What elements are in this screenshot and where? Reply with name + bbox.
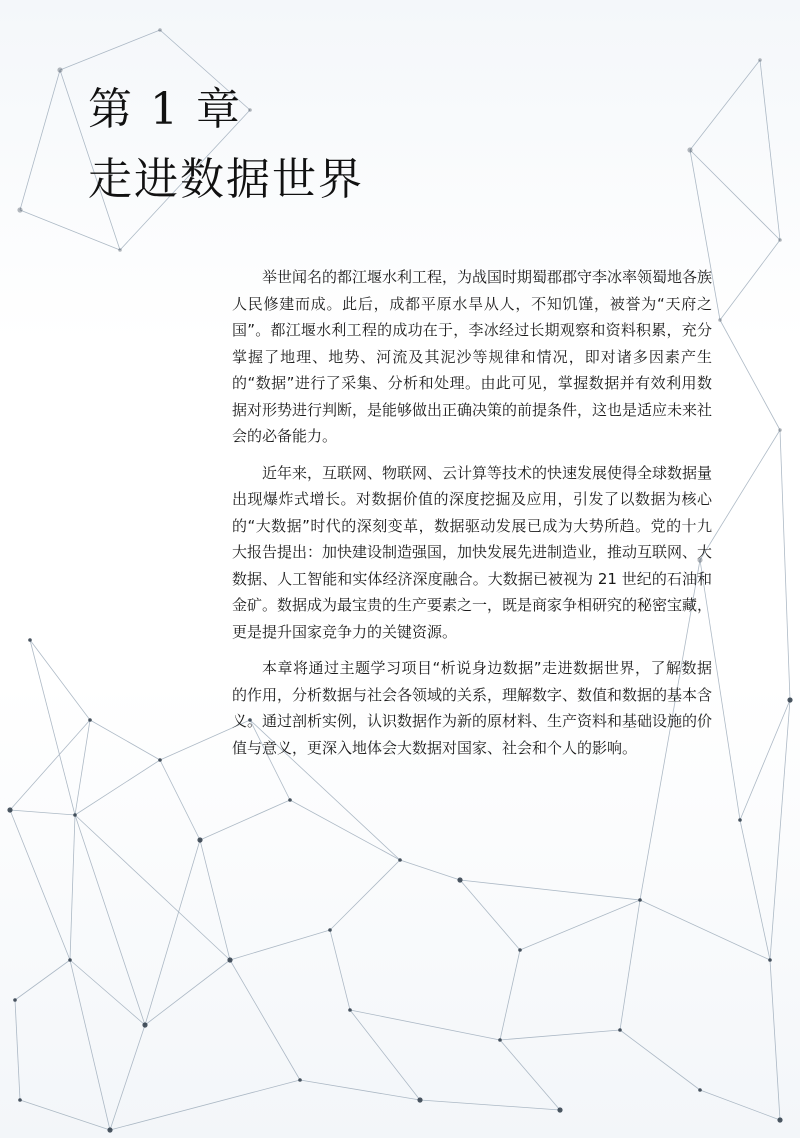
network-line xyxy=(350,1010,420,1100)
network-line xyxy=(640,900,770,960)
network-line xyxy=(75,815,145,1025)
chapter-intro xyxy=(232,264,712,771)
network-node xyxy=(557,1107,562,1112)
network-node xyxy=(7,807,12,812)
network-node xyxy=(18,1098,22,1102)
network-node xyxy=(738,818,742,822)
network-line xyxy=(75,760,160,815)
network-node xyxy=(777,1117,782,1122)
network-node xyxy=(328,928,332,932)
network-line xyxy=(770,960,780,1120)
network-node xyxy=(698,1088,702,1092)
network-node xyxy=(88,718,92,722)
network-line xyxy=(20,210,120,250)
network-line xyxy=(720,320,780,430)
network-node xyxy=(17,207,22,212)
network-line xyxy=(500,950,520,1040)
network-node xyxy=(398,858,402,862)
network-node xyxy=(57,67,62,72)
network-line xyxy=(145,840,200,1025)
network-line xyxy=(300,1080,420,1100)
network-node xyxy=(638,898,642,902)
paragraph-1: 举世闻名的都江堰水利工程，为战国时期蜀郡郡守李冰率领蜀地各族人民修建而成。此后，成都平原水旱从人，不知饥馑，被誉为“天府之国”。都江堰水利工程的成功在于，李冰经过长期观察和资料积累，充分掌握了地理、地势、河流及其泥沙等规律和情况，即对诸多因素产生的“数据”进行了采集、分析和处理。由此可见，掌握数据并有效利用数据对形势进行判断，是能够做出正确决策的前提条件，这也是适应未来社会的必备能力。 xyxy=(232,268,713,445)
network-node xyxy=(778,428,782,432)
network-line xyxy=(720,240,780,320)
network-line xyxy=(460,880,640,900)
chapter-title: 走进数据世界 xyxy=(88,154,364,205)
network-line xyxy=(500,1030,620,1040)
network-node xyxy=(158,28,162,32)
network-line xyxy=(230,960,300,1080)
network-line xyxy=(780,430,790,700)
network-line xyxy=(20,70,60,210)
network-line xyxy=(330,930,350,1010)
network-line xyxy=(200,800,290,840)
network-line xyxy=(145,960,230,1025)
network-line xyxy=(330,860,400,930)
network-node xyxy=(768,958,772,962)
network-node xyxy=(73,813,77,817)
network-line xyxy=(160,760,200,840)
network-line xyxy=(760,60,780,240)
network-node xyxy=(118,248,122,252)
network-node xyxy=(618,1028,622,1032)
network-node xyxy=(107,1127,112,1132)
network-line xyxy=(200,840,230,960)
network-node xyxy=(348,1008,352,1012)
network-line xyxy=(10,810,75,815)
network-node xyxy=(197,837,202,842)
paragraph-2: 近年来，互联网、物联网、云计算等技术的快速发展使得全球数据量出现爆炸式增长。对数据价值的深度挖掘及应用，引发了以数据为核心的“大数据”时代的深刻变革，数据驱动发展已成为大势所趋。党的十九大报告提出：加快建设制造强国，加快发展先进制造业，推动互联网、大数据、人工智能和实体经济深度融合。大数据已被视为 21 世纪的石油和金矿。数据成为最宝贵的生产要素之一，既是商家争相研究的秘密宝藏，更是提升国家竞争力的关键资源。 xyxy=(232,463,713,641)
network-node xyxy=(298,1078,302,1082)
network-node xyxy=(28,638,32,642)
network-line xyxy=(400,860,460,880)
network-line xyxy=(740,820,770,960)
network-node xyxy=(227,957,232,962)
network-line xyxy=(690,60,760,150)
network-node xyxy=(687,147,692,152)
network-node xyxy=(718,318,722,322)
network-node xyxy=(68,958,72,962)
network-line xyxy=(700,1090,780,1120)
network-line xyxy=(20,1100,110,1130)
network-line xyxy=(420,1100,560,1110)
network-node xyxy=(142,1022,147,1027)
network-node xyxy=(518,948,522,952)
network-line xyxy=(110,1080,300,1130)
network-line xyxy=(10,810,70,960)
network-line xyxy=(500,1040,560,1110)
network-node xyxy=(158,758,162,762)
network-line xyxy=(770,700,790,960)
network-line xyxy=(620,900,640,1030)
network-line xyxy=(110,1025,145,1130)
network-node xyxy=(457,877,462,882)
paragraph-3: 本章将通过主题学习项目“析说身边数据”走进数据世界，了解数据的作用，分析数据与社会各领域的关系，理解数字、数值和数据的基本含义。通过剖析实例，认识数据作为新的原材料、生产资料和基础设施的价值与意义，更深入地体会大数据对国家、社会和个人的影响。 xyxy=(232,659,713,757)
network-node xyxy=(758,58,762,62)
network-line xyxy=(15,1000,20,1100)
network-line xyxy=(30,640,75,815)
network-node xyxy=(778,238,782,242)
network-line xyxy=(520,900,640,950)
network-node xyxy=(417,1097,422,1102)
network-node xyxy=(288,798,292,802)
network-node xyxy=(13,998,17,1002)
network-line xyxy=(60,30,160,70)
network-line xyxy=(90,720,160,760)
network-node xyxy=(787,697,792,702)
network-line xyxy=(460,880,520,950)
network-line xyxy=(30,640,90,720)
network-line xyxy=(230,930,330,960)
network-node xyxy=(248,108,252,112)
network-line xyxy=(350,1010,500,1040)
network-line xyxy=(70,815,75,960)
network-line xyxy=(15,960,70,1000)
network-node xyxy=(498,1038,502,1042)
chapter-number: 第 1 章 xyxy=(88,84,242,135)
network-line xyxy=(620,1030,700,1090)
network-line xyxy=(70,960,110,1130)
